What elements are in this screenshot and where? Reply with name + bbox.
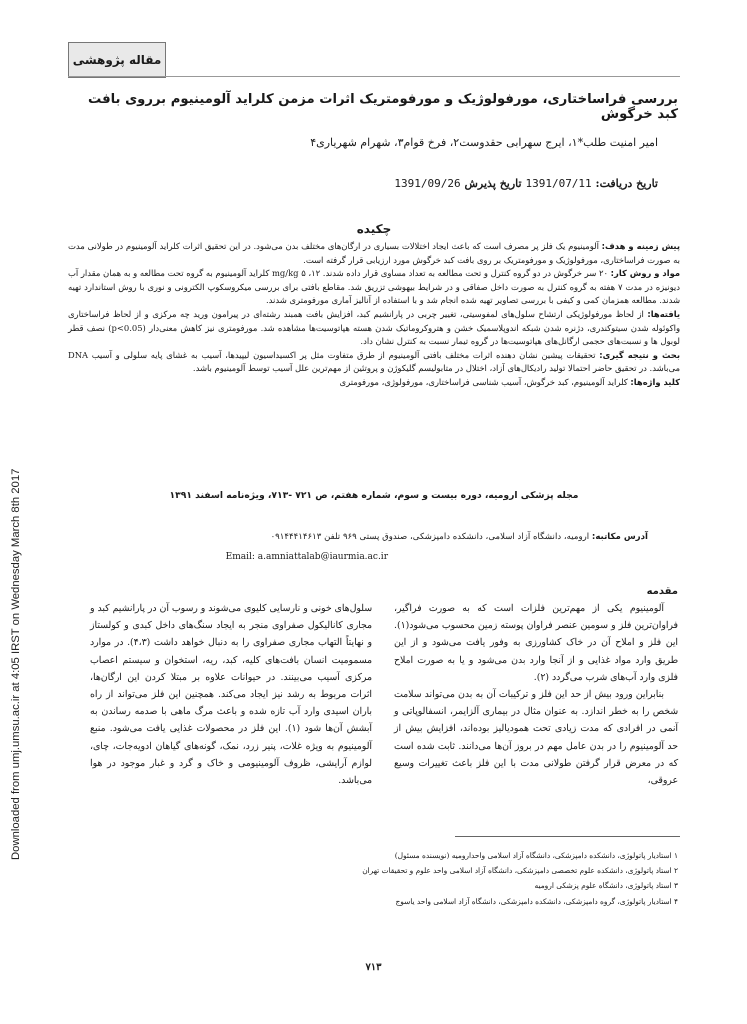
keywords-label: کلید واژه‌ها:: [630, 376, 680, 387]
correspondence-email[interactable]: Email: a.amniattalab@iaurmia.ac.ir: [225, 552, 388, 562]
abstract-body: [68, 240, 680, 390]
download-watermark: [4, 160, 24, 880]
conclusion-text: تحقیقات پیشین نشان دهنده اثرات مختلف بافتی آلومینیوم از طرق متفاوت مثل پر اکسیداسیون لیپیدها، آسیب به غشای پایه سلولی و آسیب DNA می‌باشد. در تحقیق حاضر احتمالا تولید رادیکال‌های آزاد، اختلال در متابولیسم گلیکوژن و پروتئین از مهم‌ترین علل آسیب توسط آلومینیوم باشد.: [68, 349, 680, 374]
paper-title: بررسی فراساختاری، مورفولوژیک و مورفومتریک اثرات مزمن کلراید آلومینیوم برروی بافت کبد خرگوش: [87, 92, 678, 122]
footnote: ۳ استاد پاتولوژی، دانشگاه علوم پزشکی ارومیه: [534, 881, 678, 891]
header-rule: [68, 76, 680, 77]
results-text: از لحاظ مورفولوژیکی ارتشاح سلول‌های لمفوسیتی، تغییر چربی در پارانشیم کبد، افزایش بافت همبند رشته‌ای در پیرامون ورید چه مرکزی و از لحاظ فراساختاری واکوئوله شدن سیتوکندری، دژنره شدن شبکه اندوپلاسمیک خشن و هتروکروماتیک شدن هسته هپاتوسیت‌ها مشاهده شد. مورفومتری نیز کاهش معنی‌دار (p<0.05) نصف قطر لوبول ها و نسبت‌های حجمی ارگانل‌های هپاتوسیت‌ها در گروه تیمار نسبت به کنترل نشان داد.: [68, 308, 680, 347]
results-label: یافته‌ها:: [647, 308, 680, 319]
footnote: ۴ استادیار پاتولوژی، گروه دامپزشکی، دانشکده دامپزشکی، دانشگاه آزاد اسلامی واحد یاسوج: [395, 896, 678, 906]
accepted-date: 1391/09/26: [394, 177, 461, 190]
abstract-results: [68, 308, 680, 349]
footnotes: [300, 848, 678, 909]
methods-label: مواد و روش کار:: [610, 268, 681, 279]
author-list: امیر امنیت طلب*۱، ایرج سهرابی حقدوست۲، فرخ قوام۳، شهرام شهریاری۴: [310, 136, 658, 149]
intro-column-left: [90, 600, 372, 789]
background-label: پیش زمینه و هدف:: [601, 241, 680, 251]
methods-text: ۲۰ سر خرگوش در دو گروه کنترل و تحت مطالعه به تعداد مساوی قرار داده شدند. ۱۲، ۵ mg/kg کلراید آلومینیوم به گروه تحت مطالعه و به همان مقدار آب دیونیزه در مدت ۷ هفته به گروه کنترل به صورت داخل صفاقی و در شرایط بیهوشی تزریق شد. مقاطع بافتی برای بررسی میکروسکوپ الکترونی و نوری با روش استاندارد تهیه شدند. مطالعه همزمان کمی و کیفی با بررسی تصاویر تهیه شده انجام شد و با استفاده از آنالیز آماری مورفومتری شدند.: [68, 268, 680, 306]
abstract-methods: [68, 267, 680, 308]
conclusion-label: بحث و نتیجه گیری:: [599, 349, 680, 360]
abstract-background: [68, 240, 680, 267]
footnote-rule: [455, 836, 680, 837]
intro-paragraph: آلومینیوم یکی از مهم‌ترین فلزات است که به صورت فراگیر، فراوان‌ترین فلز و سومین عنصر فراوان پوسته زمین محسوب می‌شود(۱). این فلز و املاح آن در خاک کشاورزی به وفور یافت می‌شود و از این طریق وارد مواد غذایی و از آنجا وارد بدن می‌شود و یا به صورت املاح فلزی وارد آب‌های شرب می‌گردد (۲).: [394, 603, 678, 683]
intro-paragraph: بنابراین ورود بیش از حد این فلز و ترکیبات آن به بدن می‌تواند سلامت شخص را به خطر اندازد. به عنوان مثال در بیماری آلزایمر، انسفالوپاتی و آنمی در افرادی که مدت زیادی تحت همودیالیز بوده‌اند، افزایش بیش از حد آلومینیوم را در بدن عامل مهم در بروز آن‌ها می‌دانند. ثابت شده است که در معرض قرار گرفتن طولانی مدت با این فلز باعث تغییرات وسیع عروقی،: [394, 689, 678, 787]
dates-line: [68, 177, 658, 190]
page-number: ۷۱۳: [365, 962, 382, 973]
correspondence-address: [68, 528, 648, 546]
footnote: ۲ استاد پاتولوژی، دانشکده علوم تخصصی دامپزشکی، دانشگاه آزاد اسلامی واحد علوم و تحقیقات تهران: [362, 866, 678, 876]
abstract-conclusion: [68, 349, 680, 376]
received-date: 1391/07/11: [525, 177, 592, 190]
footnote: ۱ استادیار پاتولوژی، دانشکده دامپزشکی، دانشگاه آزاد اسلامی واحدارومیه (نویسنده مسئول): [394, 851, 678, 860]
intro-heading: مقدمه: [646, 586, 678, 597]
download-watermark-text: Downloaded from umj.umsu.ac.ir at 4:05 IRST on Wednesday March 8th 2017: [10, 468, 22, 860]
abstract-heading: چکیده: [356, 222, 392, 236]
address-text: ارومیه، دانشگاه آزاد اسلامی، دانشکده دامپزشکی، صندوق پستی ۹۶۹ تلفن ۰۹۱۴۴۴۱۴۶۱۳: [270, 532, 590, 542]
intro-paragraph: سلول‌های خونی و نارسایی کلیوی می‌شوند و رسوب آن در پارانشیم کبد و مجاری کانالیکول صفراوی منجر به ایجاد سنگ‌های داخل کبدی و کولستاز و نهایتاً التهاب مجاری صفراوی را به دنبال خواهد داشت (۴،۳). در موارد مسمومیت انسان بافت‌های کلیه، کبد، ریه، استخوان و سیستم اعصاب مرکزی آسیب می‌بینند. در حیوانات علاوه بر مبتلا کردن این ارگان‌ها، اثرات مربوط به رشد نیز ایجاد می‌کند. همچنین این فلز می‌تواند از راه باران اسیدی وارد آب تازه شده و باعث مرگ ماهی با صدمه رساندن به آبشش آن‌ها شود (۱). این فلز در محصولات غذایی یافت می‌شود. منبع آلومینیوم به ویژه غلات، پنیر زرد، نمک، گونه‌های گیاهان ادویه‌جات، چای، لوازم آرایشی، ظروف آلومینیومی و خاک و گرد و غبار موجود در هوا می‌باشد.: [90, 603, 372, 787]
received-label: تاریخ دریافت:: [595, 177, 658, 190]
journal-citation: مجله پزشکی ارومیه، دوره بیست و سوم، شماره هفتم، ص ۷۲۱ -۷۱۳، ویژه‌نامه اسفند ۱۳۹۱: [169, 490, 579, 501]
background-text: آلومینیوم یک فلز پر مصرف است که باعث ایجاد اختلالات بسیاری در ارگان‌های مختلف بدن می‌شود. در این تحقیق اثرات کلراید آلومینیوم در طولانی مدت به صورت فراساختاری، مورفولوژیک و مورفومتریک بر روی بافت کبد خرگوش مورد ارزیابی قرار گرفته است.: [68, 241, 680, 265]
address-label: آدرس مکاتبه:: [591, 532, 648, 542]
accepted-label: تاریخ پذیرش: [464, 177, 522, 190]
intro-column-right: [394, 600, 678, 789]
keywords-text: کلراید آلومینیوم، کبد خرگوش، آسیب شناسی فراساختاری، مورفولوژی، مورفومتری: [339, 376, 628, 387]
abstract-keywords: [68, 376, 680, 390]
article-type-badge: مقاله پژوهشی: [68, 42, 166, 78]
